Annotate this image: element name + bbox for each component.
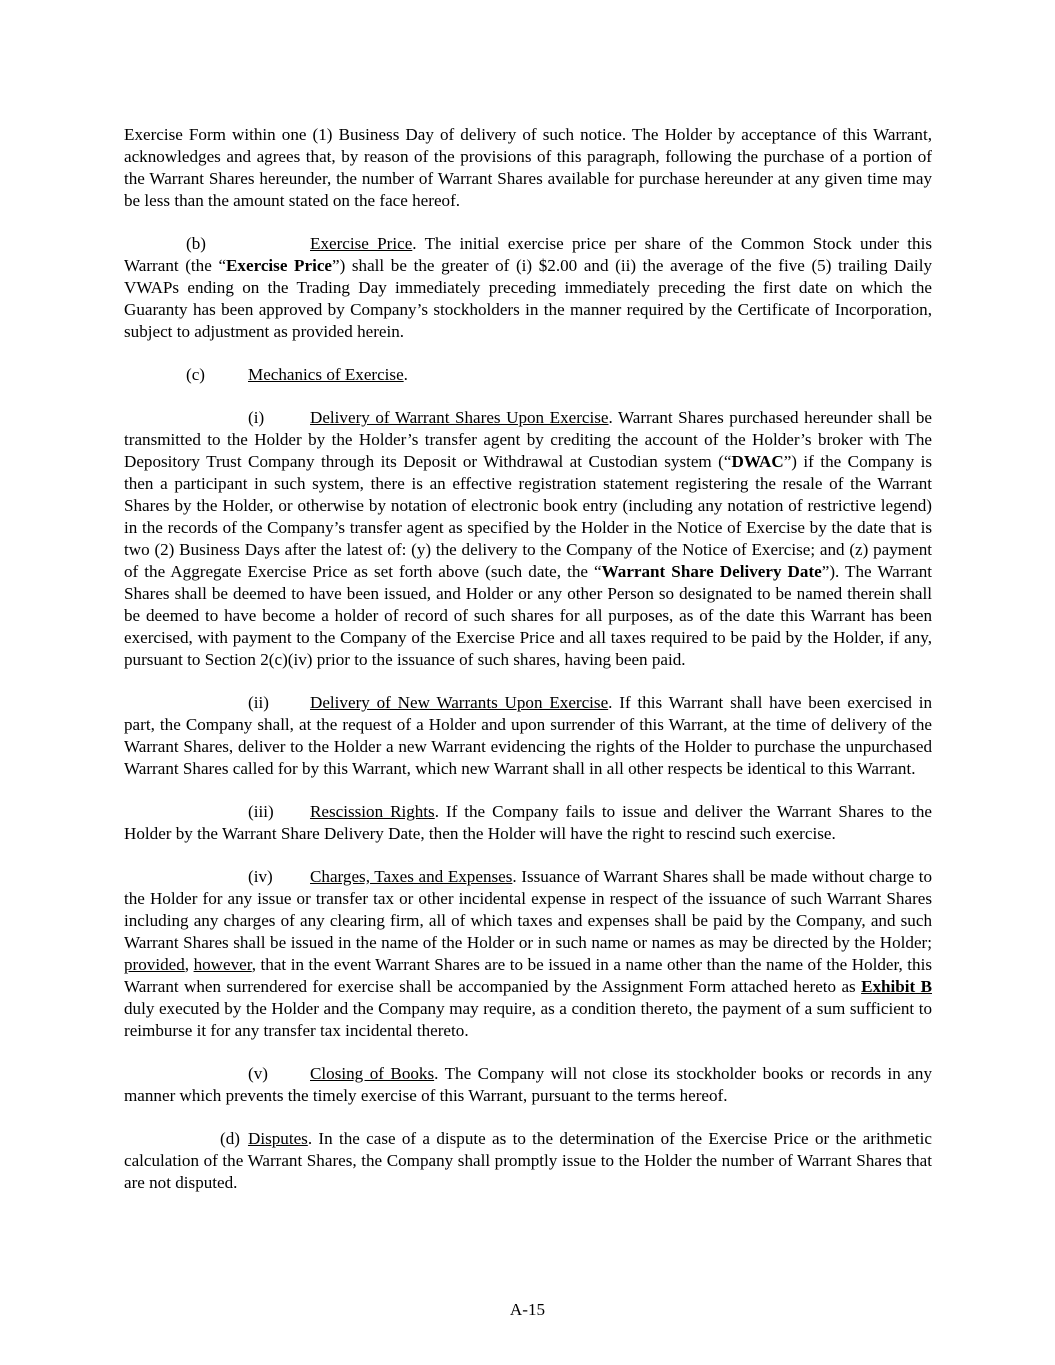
page-number: A-15	[509, 1300, 546, 1319]
subsection-ciii-title: Rescission Rights	[310, 802, 435, 821]
section-b-label: (b)	[186, 234, 206, 253]
defined-term-dwac: DWAC	[731, 452, 784, 471]
document-page	[124, 124, 932, 1194]
subsection-cv-title: Closing of Books	[310, 1064, 435, 1083]
section-d-label: (d)	[220, 1129, 240, 1148]
section-c-mechanics: (c) Mechanics of Exercise.	[186, 365, 408, 384]
subsection-cii-title: Delivery of New Warrants Upon Exercise	[310, 693, 609, 712]
section-c-title: Mechanics of Exercise	[248, 365, 404, 384]
subsection-ci-label: (i)	[248, 408, 265, 427]
subsection-cii-label: (ii)	[248, 693, 269, 712]
section-b-title: Exercise Price	[310, 234, 413, 253]
term-provided: provided	[124, 955, 185, 974]
subsection-ciii-rescission: (iii) Rescission Rights. If the Company fails to issue and deliver the Warrant Shares to the Holder by the Warrant Share Delivery Date, then the Holder will have the right to rescind such exercise.	[124, 802, 932, 843]
subsection-cii-new-warrants: (ii) Delivery of New Warrants Upon Exercise. If this Warrant shall have been exercised in part, the Company shall, at the request of a Holder and upon surrender of this Warrant, at the time of delivery of the Warrant Shares, deliver to the Holder a new Warrant evidencing the rights of the Holder to purchase the unpurchased Warrant Shares called for by this Warrant, which new Warrant shall in all other respects be identical to this Warrant.	[124, 693, 932, 778]
subsection-civ-title: Charges, Taxes and Expenses	[310, 867, 513, 886]
defined-term-delivery-date: Warrant Share Delivery Date	[601, 562, 822, 581]
subsection-civ-label: (iv)	[248, 867, 273, 886]
section-c-label: (c)	[186, 365, 205, 384]
term-however: however	[193, 955, 252, 974]
subsection-ci-title: Delivery of Warrant Shares Upon Exercise	[310, 408, 609, 427]
subsection-cv-label: (v)	[248, 1064, 268, 1083]
section-d-title: Disputes	[248, 1129, 308, 1148]
exhibit-b-reference: Exhibit B	[861, 977, 932, 996]
subsection-cv-closing-books: (v) Closing of Books. The Company will not close its stockholder books or records in any manner which prevents the timely exercise of this Warrant, pursuant to the terms hereof.	[124, 1064, 932, 1105]
subsection-civ-charges: (iv) Charges, Taxes and Expenses. Issuance of Warrant Shares shall be made without charge to the Holder for any issue or transfer tax or other incidental expense in respect of the issuance of such Warrant Shares including any charges of any clearing firm, all of which taxes and expenses shall be paid by the Company, and such Warrant Shares shall be issued in the name of the Holder or in such name or names as may be directed by the Holder; provided, however, that in the event Warrant Shares are to be issued in a name other than the name of the Holder, this Warrant when surrendered for exercise shall be accompanied by the Assignment Form attached hereto as Exhibit B duly executed by the Holder and the Company may require, as a condition thereto, the payment of a sum sufficient to reimburse it for any transfer tax incidental thereto.	[124, 867, 933, 1040]
defined-term-exercise-price: Exercise Price	[226, 256, 332, 275]
subsection-ciii-label: (iii)	[248, 802, 274, 821]
subsection-ci-delivery: (i) Delivery of Warrant Shares Upon Exercise. Warrant Shares purchased hereunder shall be transmitted to the Holder by the Holder’s transfer agent by crediting the account of the Holder’s broker with The Depository Trust Company through its Deposit or Withdrawal at Custodian system (“DWAC”) if the Company is then a participant in such system, there is an effective registration statement registering the resale of the Warrant Shares by the Holder, or otherwise by notation of electronic book entry (including any notation of restrictive legend) in the records of the Company’s transfer agent as specified by the Holder in the Notice of Exercise by the date that is two (2) Business Days after the latest of: (y) the delivery to the Company of the Notice of Exercise; and (z) payment of the Aggregate Exercise Price as set forth above (such date, the “Warrant Share Delivery Date”). The Warrant Shares shall be deemed to have been issued, and Holder or any other Person so designated to be named therein shall be deemed to have become a holder of record of such shares for all purposes, as of the date this Warrant has been exercised, with payment to the Company of the Exercise Price and all taxes required to be paid by the Holder, if any, pursuant to Section 2(c)(iv) prior to the issuance of such shares, having been paid.	[124, 408, 932, 669]
section-d-disputes: (d) Disputes. In the case of a dispute as to the determination of the Exercise Price or the arithmetic calculation of the Warrant Shares, the Company shall promptly issue to the Holder the number of Warrant Shares that are not disputed.	[124, 1129, 932, 1192]
intro-paragraph: Exercise Form within one (1) Business Day of delivery of such notice. The Holder by acceptance of this Warrant, acknowledges and agrees that, by reason of the provisions of this paragraph, following the purchase of a portion of the Warrant Shares hereunder, the number of Warrant Shares available for purchase hereunder at any given time may be less than the amount stated on the face hereof.	[124, 125, 932, 210]
section-b-exercise-price: (b) Exercise Price. The initial exercise price per share of the Common Stock under this Warrant (the “Exercise Price”) shall be the greater of (i) $2.00 and (ii) the average of the five (5) trailing Daily VWAPs ending on the Trading Day immediately preceding immediately preceding the first date on which the Guaranty has been approved by Company’s stockholders in the manner required by the Certificate of Incorporation, subject to adjustment as provided herein.	[124, 234, 932, 341]
